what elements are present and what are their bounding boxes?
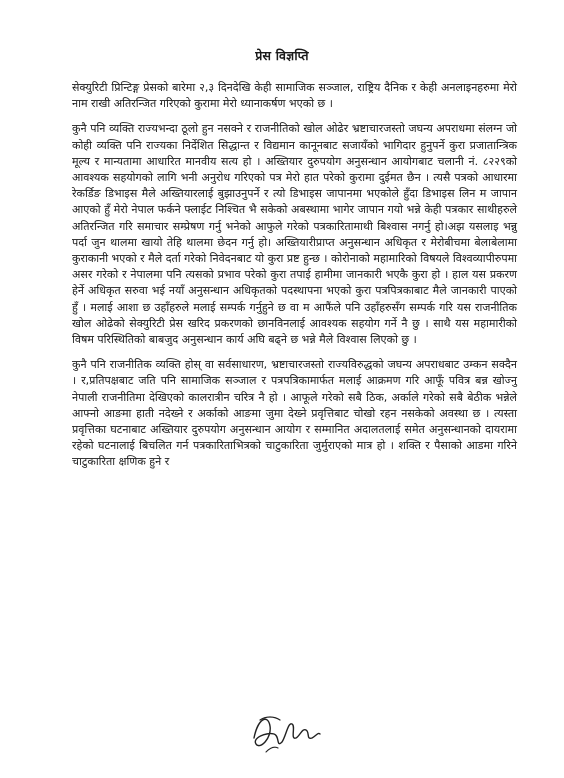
handwritten-signature: [246, 708, 326, 758]
paragraph-closing: कुनै पनि राजनीतिक व्यक्ति होस् वा सर्वसाधारण, भ्रष्टाचारजस्तो राज्यविरुद्धको जघन्य अपराधबाट उम्कन सक्दैन । र,प्रतिपक्षबाट जति पनि सामाजिक सञ्जाल र पत्रपत्रिकामार्फत मलाई आक्रमण गरि आफूँ पवित्र बन्न खोज्नु नेपाली राजनीतिमा देखिएको कालरात्रीन चरित्र नै हो । आफूले गरेको सबै ठिक, अर्काले गरेको सबै बेठीक भन्नेले आफ्नो आङमा हाती नदेख्ने र अर्काको आङमा जुमा देख्ने प्रवृत्तिबाट चोखो रहन नसकेको अवस्था छ । त्यस्ता प्रवृत्तिका घटनाबाट अख्तियार दुरुपयोग अनुसन्धान आयोग र सम्मानित अदालतलाई समेत अनुसन्धानको दायरामा रहेको घटनालाई बिचलित गर्न पत्रकारिताभित्रको चाटुकारिता जुर्मुराएको मात्र हो । शक्ति र पैसाको आडमा गरिने चाटुकारिता क्षणिक हुने र: [72, 358, 517, 469]
document-title: प्रेस विज्ञप्ति: [255, 48, 309, 63]
paragraph-intro: सेक्युरिटी प्रिन्टिङ्ग प्रेसको बारेमा २,३ दिनदेखि केही सामाजिक सञ्जाल, राष्ट्रिय दैनिक र केही अनलाइनहरुमा मेरो नाम राखी अतिरन्जित गरिएको कुरामा मेरो ध्यानाकर्षण भएको छ ।: [72, 81, 517, 111]
paragraph-main: कुनै पनि व्यक्ति राज्यभन्दा ठूलो हुन नसक्ने र राजनीतिको खोल ओढेर भ्रष्टाचारजस्तो जघन्य अपराधमा संलग्न जो कोही व्यक्ति पनि राज्यका निर्देशित सिद्धान्त र विद्यमान कानूनबाट सजायँको भागिदार हुनुपर्ने कुरा प्रजातान्त्रिक मूल्य र मान्यतामा आधारित मानवीय सत्य हो । अख्तियार दुरुपयोग अनुसन्धान आयोगबाट चलानी नं. ८२२९को आवश्यक सहयोगको लागि भनी अनुरोध गरिएको पत्र मेरो हात परेको कुरामा दुईमत छैन । त्यसै पत्रको आधारमा रेकर्डिङ डिभाइस मैले अख्तियारलाई बुझाउनुपर्ने र त्यो डिभाइस जापानमा भएकोले हुँदा डिभाइस लिन म जापान आएको हुँ मेरो नेपाल फर्कने फ्लाईट निश्चित भै सकेको अबस्थामा भागेर जापान गयो भन्ने केही पत्रकार साथीहरुले अतिरन्जित गरि समाचार सम्प्रेषण गर्नु भनेको आफुले गरेको पत्रकारितामाथी बिश्वास नगर्नु हो।अझ यसलाइ भन्नु पर्दा जुन थालमा खायो तेहि थालमा छेदन गर्नु हो। अख्तियारीप्राप्त अनुसन्धान अधिकृत र मेरोबीचमा बेलाबेलामा कुराकानी भएको र मैले दर्ता गरेको निवेदनबाट यो कुरा प्रष्ट हुन्छ । कोरोनाको महामारिको विषयले विश्वव्यापीरुपमा असर गरेको र नेपालमा पनि त्यसको प्रभाव परेको कुरा तपाई हामीमा जानकारी भएकै कुरा हो । हाल यस प्रकरण हेर्ने अधिकृत सरुवा भई नयाँ अनुसन्धान अधिकृतको पदस्थापना भएको कुरा पत्रपित्रकाबाट मैले जानकारी पाएको हुँ । मलाई आशा छ उहाँहरुले मलाई सम्पर्क गर्नुहुने छ वा म आफैंले पनि उहाँहरुसँग सम्पर्क गरि यस राजनीतिक खोल ओढेको सेक्युरिटी प्रेस खरिद प्रकरणको छानविनलाई आवश्यक सहयोग गर्ने नै छु । साथै यस महामारीको विषम परिस्थितिको बाबजुद अनुसन्धान कार्य अघि बढ्ने छ भन्ने मैले विश्वास लिएको छु ।: [72, 122, 517, 347]
document-body: [72, 80, 517, 480]
signature-icon: [246, 708, 326, 758]
